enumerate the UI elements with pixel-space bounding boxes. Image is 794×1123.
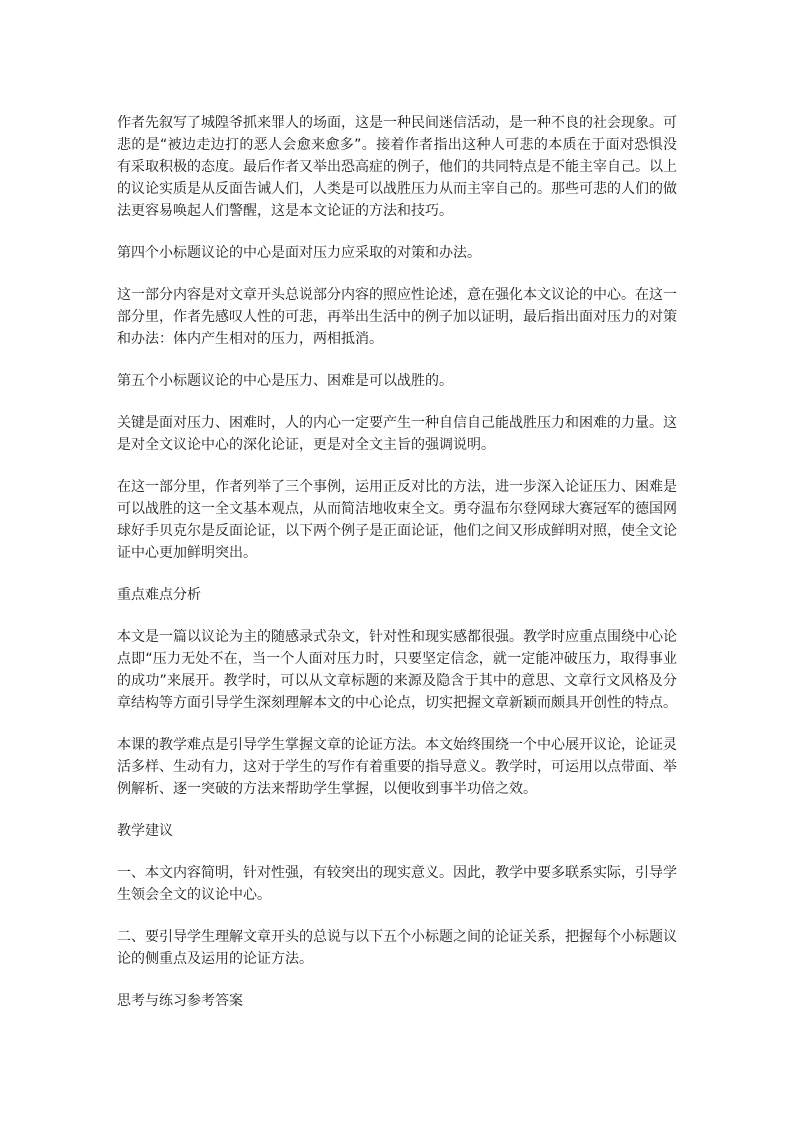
section-heading-key-difficult-points: 重点难点分析 (117, 587, 201, 603)
paragraph-section-four-center: 第四个小标题议论的中心是面对压力应采取的对策和办法。 (117, 245, 481, 261)
paragraph-difficult-point: 本课的教学难点是引导学生掌握文章的论证方法。本文始终围绕一个中心展开议论，论证灵活多样、生动有力，这对于学生的写作有着重要的指导意义。教学时，可运用以点带面、举例解析、逐一突破的方法来帮助学生掌握，以便收到事半功倍之效。 (117, 737, 677, 797)
paragraph-suggestion-one: 一、本文内容简明，针对性强，有较突出的现实意义。因此，教学中要多联系实际，引导学生领会全文的议论中心。 (117, 865, 677, 903)
paragraph-suggestion-two: 二、要引导学生理解文章开头的总说与以下五个小标题之间的论证关系，把握每个小标题议论的侧重点及运用的论证方法。 (117, 929, 677, 967)
paragraph-chenghuang-example: 作者先叙写了城隍爷抓来罪人的场面，这是一种民间迷信活动，是一种不良的社会现象。可悲的是“被边走边打的恶人会愈来愈多”。接着作者指出这种人可悲的本质在于面对恐惧没有采取积极的态度。最后作者又举出恐高症的例子，他们的共同特点是不能主宰自己。以上的议论实质是从反面告诫人们，人类是可以战胜压力从而主宰自己的。那些可悲的人们的做法更容易唤起人们警醒，这是本文论证的方法和技巧。 (117, 115, 677, 219)
document-body (117, 112, 677, 1032)
paragraph-section-four-analysis: 这一部分内容是对文章开头总说部分内容的照应性论述，意在强化本文议论的中心。在这一部分里，作者先感叹人性的可悲，再举出生活中的例子加以证明，最后指出面对压力的对策和办法：体内产生相对的压力，两相抵消。 (117, 287, 677, 347)
paragraph-section-five-center: 第五个小标题议论的中心是压力、困难是可以战胜的。 (117, 373, 453, 389)
paragraph-key-point: 本文是一篇以议论为主的随感录式杂文，针对性和现实感都很强。教学时应重点围绕中心论点即“压力无处不在，当一个人面对压力时，只要坚定信念，就一定能冲破压力，取得事业的成功”来展开。教学时，可以从文章标题的来源及隐含于其中的意思、文章行文风格及分章结构等方面引导学生深刻理解本文的中心论点，切实把握文章新颖而颇具开创性的特点。 (117, 629, 677, 711)
paragraph-section-five-examples: 在这一部分里，作者列举了三个事例，运用正反对比的方法，进一步深入论证压力、困难是可以战胜的这一全文基本观点，从而简洁地收束全文。勇夺温布尔登网球大赛冠军的德国网球好手贝克尔是反面论证，以下两个例子是正面论证，他们之间又形成鲜明对照，使全文论证中心更加鲜明突出。 (117, 479, 677, 561)
paragraph-section-five-key: 关键是面对压力、困难时，人的内心一定要产生一种自信自己能战胜压力和困难的力量。这是对全文议论中心的深化论证，更是对全文主旨的强调说明。 (117, 415, 677, 453)
section-heading-teaching-suggestions: 教学建议 (117, 823, 173, 839)
section-heading-exercise-answers: 思考与练习参考答案 (117, 993, 243, 1009)
